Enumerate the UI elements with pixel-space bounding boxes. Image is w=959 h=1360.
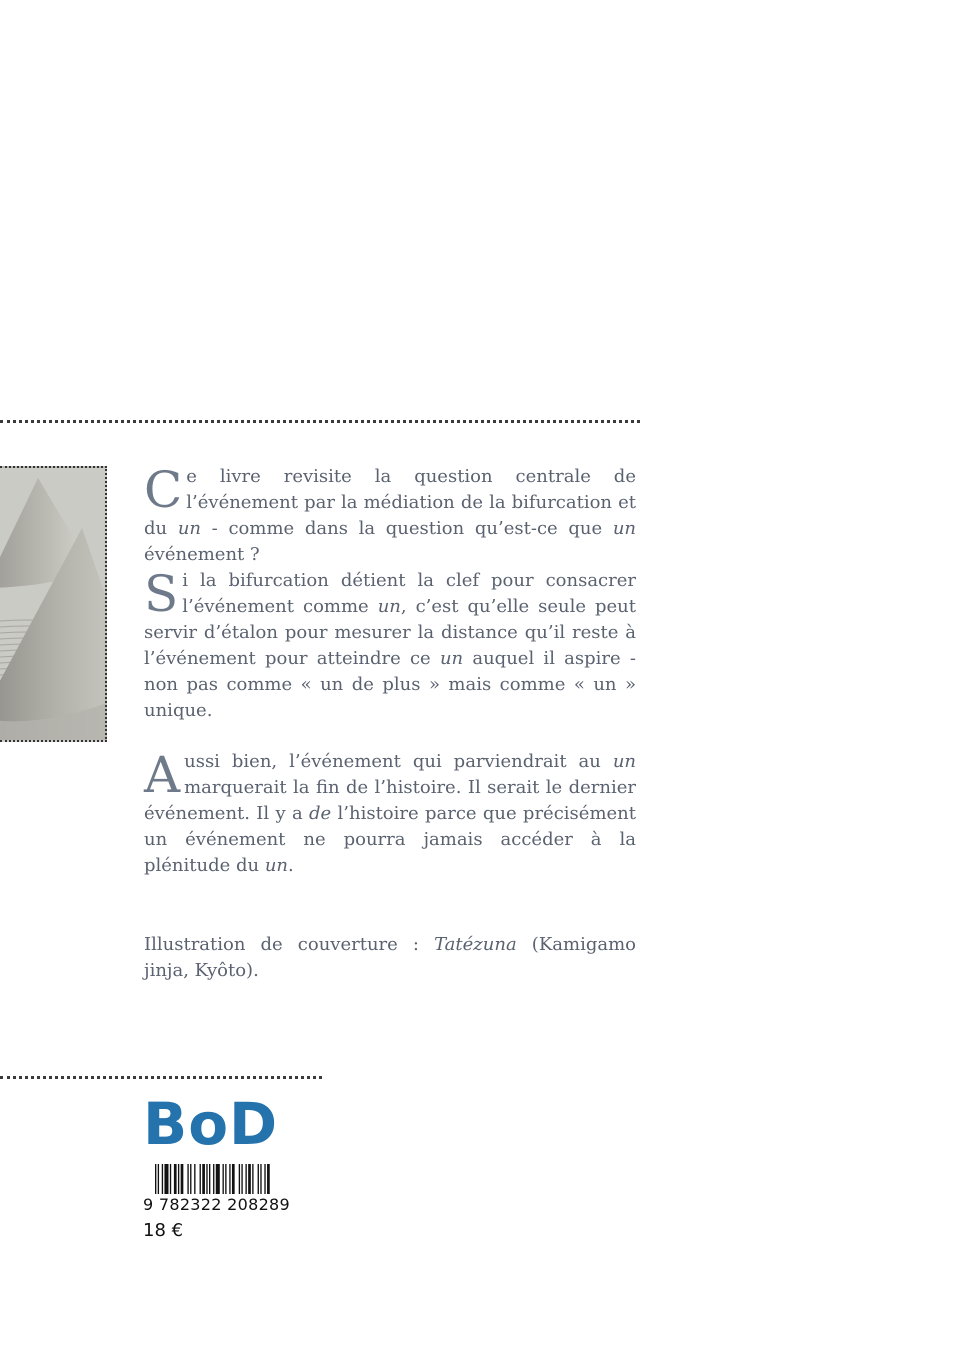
blurb-paragraph-3 [144,746,636,879]
paragraph-text: i la bifurcation détient la clef pour consacrer l’événement comme un, c’est qu’elle seule peut servir d’étalon pour mesurer la distance qu’il reste à l’événement pour atteindre ce un auquel il aspire - non pas comme « un de plus » mais comme « un » unique. [144,570,636,721]
dotted-divider-bottom [0,1076,322,1079]
dropcap: C [144,461,183,519]
dotted-divider-top [0,420,640,423]
publisher-logo: BoD [143,1090,279,1158]
isbn-digits: 9 782322 208289 [143,1194,315,1216]
blurb-paragraph-2 [144,565,636,724]
blurb-paragraph-1 [144,461,636,568]
price: 18 € [143,1220,184,1241]
cover-photo-sand-cones [0,466,107,742]
paragraph-text: e livre revisite la question centrale de l’événement par la médiation de la bifurcation et du un - comme dans la question qu’est-ce que un événement ? [144,466,636,565]
illustration-credit: Illustration de couverture : Tatézuna (Kamigamo jinja, Kyôto). [144,934,636,981]
paragraph-text: ussi bien, l’événement qui parviendrait au un marquerait la fin de l’histoire. Il serait le dernier événement. Il y a de l’histoire parce que précisément un événement ne pourra jamais accéder à la plénitude du un. [144,751,636,876]
dropcap: S [144,565,179,623]
dropcap: A [144,746,181,804]
